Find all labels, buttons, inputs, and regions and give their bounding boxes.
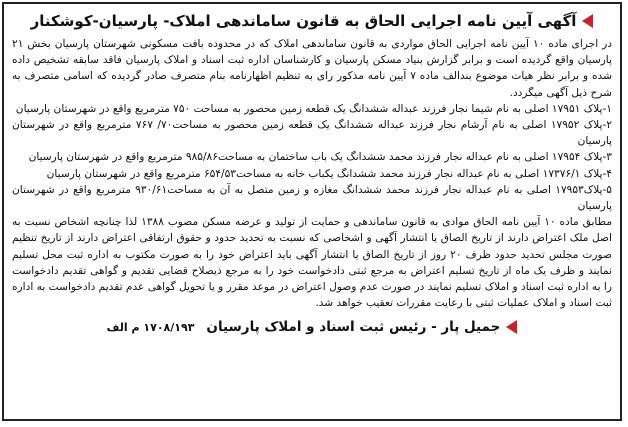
reference-number: ۱۷۰۸/۱۹۳ م الف [106, 320, 195, 334]
notice-body [12, 36, 612, 311]
title-row [12, 10, 612, 32]
closing-paragraph: مطابق ماده ۱۰ آیین نامه الحاق موادی به قانون ساماندهی و حمایت از تولید و عرضه مسکن مصوب ۱۳۸۸ لذا چنانچه اشخاص نسبت به اصل ملک اعتراض دارند از تاریخ الصاق یا انتشار آگهی و اشخاصی که نسبت به تحدید حدود و حقوق ارتفاقی اعتراض دارند از تاریخ تنظیم صورت مجلس تحدید حدود ظرف ۲۰ روز از تاریخ الصاق یا انتشار آگهی باید اعتراض خود را به صورت مکتوب به اداره ثبت محل تسلیم نمایند و ظرف یک ماه از تاریخ تسلیم اعتراض به مرجع ثبتی دادخواست خود را به مرجع ذیصلاح قضایی تقدیم و گواهی تقدیم دادخواست را به اداره ثبت اسناد و املاک تسلیم نمایند در صورت عدم وصول اعتراض در موعد مقرر و یا تحویل گواهی عدم تقدیم دادخواست به اداره ثبت اسناد و املاک عملیات ثبتی با رعایت مقررات تعقیب خواهد شد. [12, 216, 612, 310]
legal-notice [2, 2, 622, 421]
signature: جمیل پار - رئیس ثبت اسناد و املاک پارسیان [206, 319, 501, 336]
property-item-2: ۲-پلاک ۱۷۹۵۲ اصلی به نام آرشام نجار فرزند عبداله ششدانگ یک قطعه زمین محصور به مساحت۷۰/ ۷۶۷ مترمربع واقع در شهرستان پارسیان [12, 119, 613, 148]
property-item-4: ۴-پلاک ۱۷۳۷۶/۱ اصلی به نام عبداله نجار فرزند محمد ششدانگ یکباب خانه به مساحت۶۵۴/۵۳ مترمربع واقع در شهرستان پارسیان [46, 167, 612, 180]
red-triangle-bullet-icon [582, 14, 593, 28]
red-triangle-bullet-icon [506, 320, 517, 334]
property-item-5: ۵-پلاک۱۷۹۵۳ اصلی به نام عبداله نجار فرزند محمد ششدانگ مغازه و زمین متصل به آن به مساحت۹۳۰/۶۱ مترمربع واقع در شهرستان پارسیان [12, 183, 612, 213]
notice-title: آگهی آیین نامه اجرایی الحاق به قانون ساماندهی املاک- پارسیان-کوشکنار [30, 12, 577, 30]
intro-paragraph: در اجرای ماده ۱۰ آیین نامه اجرایی الحاق مواردی به قانون ساماندهی املاک که در محدوده بافت مسکونی شهرستان پارسیان بخش ۲۱ پارسیان واقع گردیده است و برابر گزارش بنیاد مسکن پارسیان و کارشناسان اداره ثبت اسناد و املاک پارسیان فاقد سابقه تشخیص داده شده و برابر نظر هیات موضوع بندالف ماده ۷ آیین نامه مذکور رای به تنظیم اظهارنامه بنام متصرف صادر گردیده که اسامی متصرف به شرح ذیل آگهی میگردد. [12, 38, 612, 99]
property-list [12, 101, 612, 214]
property-item-3: ۳-پلاک ۱۷۹۵۴ اصلی به نام عبداله نجار فرزند محمد ششدانگ یک باب ساختمان به مساحت۹۸۵/۸۶ مترمربع واقع در شهرستان پارسیان [28, 151, 612, 164]
signature-row [12, 317, 612, 337]
property-item-1: ۱-پلاک ۱۷۹۵۱ اصلی به نام شیما نجار فرزند عبداله ششدانگ یک قطعه زمین محصور به مساحت ۷۵۰ مترمربع واقع در شهرستان پارسیان [15, 102, 612, 115]
